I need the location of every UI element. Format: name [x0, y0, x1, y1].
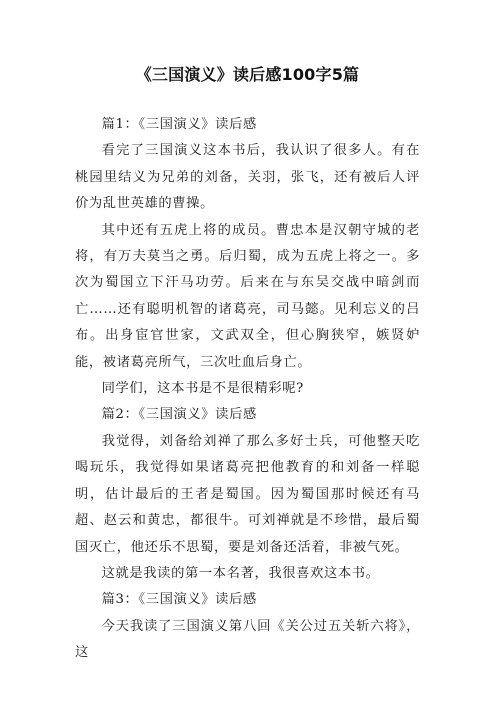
- body-paragraph: 其中还有五虎上将的成员。曹忠本是汉朝守城的老将，有万夫莫当之勇。后归蜀，成为五虎上将之一。多次为蜀国立下汗马功劳。后来在与东吴交战中暗剑而亡……还有聪明机智的诸葛亮，司马懿。见利忘义的吕布。出身宦官世家，文武双全，但心胸狭窄，嫉贤妒能，被诸葛亮所气，三次吐血后身亡。: [75, 222, 420, 370]
- body-paragraph: 今天我读了三国演义第八回《关公过五关斩六将》，这: [75, 618, 420, 661]
- document-title: 《三国演义》读后感100字5篇: [135, 65, 360, 84]
- body-paragraph: 我觉得，刘备给刘禅了那么多好士兵，可他整天吃喝玩乐，我觉得如果诸葛亮把他教育的和刘备一样聪明，估计最后的王者是蜀国。因为蜀国那时候还有马超、赵云和黄忠，都很牛。可刘禅就是不珍惜，最后蜀国灭亡，他还乐不思蜀，要是刘备还活着，非被气死。: [75, 433, 420, 555]
- document-body: [75, 112, 420, 667]
- body-paragraph: 这就是我读的第一本名著，我很喜欢这本书。: [101, 565, 380, 581]
- body-paragraph: 同学们，这本书是不是很精彩呢?: [101, 381, 304, 397]
- section-heading-1: 篇1：《三国演义》读后感: [101, 117, 257, 132]
- section-heading-2: 篇2：《三国演义》读后感: [101, 407, 257, 423]
- section-heading-3: 篇3：《三国演义》读后感: [101, 592, 257, 608]
- body-paragraph: 看完了三国演义这本书后，我认识了很多人。有在桃园里结义为兄弟的刘备，关羽，张飞，还有被后人评价为乱世英雄的曹操。: [75, 143, 420, 212]
